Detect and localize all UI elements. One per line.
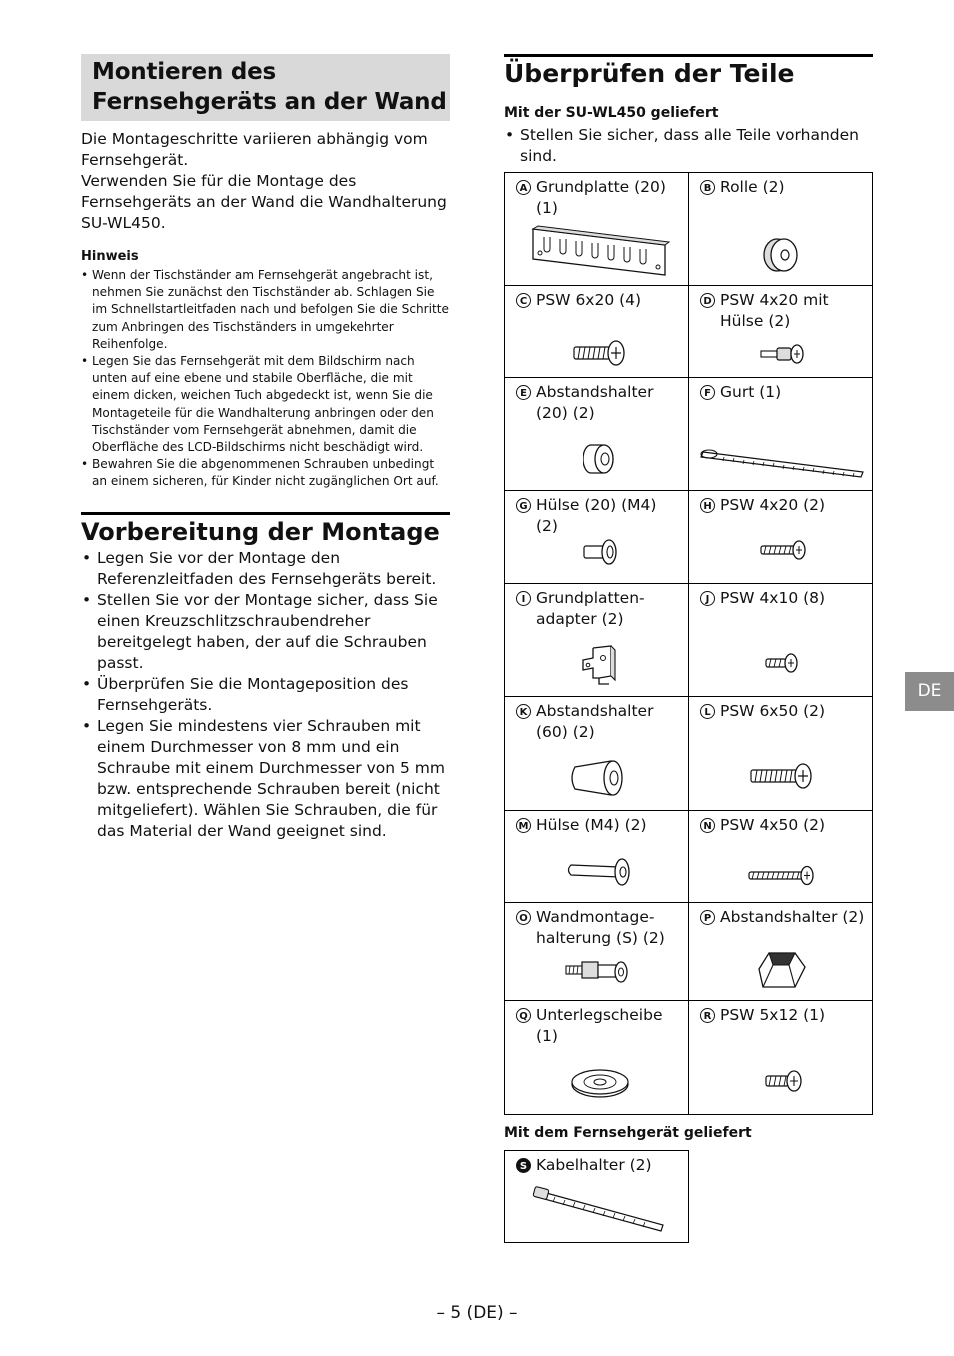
part-cell-b xyxy=(689,173,873,286)
part-label: Kabelhalter (2) xyxy=(536,1156,652,1174)
part-letter: E xyxy=(516,385,531,400)
part-letter: P xyxy=(700,910,715,925)
part-label: PSW 4x50 (2) xyxy=(720,816,826,834)
screw-6x20-icon xyxy=(572,338,630,368)
part-cell-g xyxy=(505,491,689,584)
washer-icon xyxy=(569,1067,631,1099)
part-letter: M xyxy=(516,818,531,833)
part-cell-n xyxy=(689,811,873,903)
section-title-check-parts: Überprüfen der Teile xyxy=(504,59,795,88)
section-title-wall-mount: Montieren des Fernsehgeräts an der Wand xyxy=(92,59,447,115)
preparation-item: • Legen Sie vor der Montage den Referenzleitfaden des Fernsehgeräts bereit. xyxy=(81,548,453,590)
spacer-block-icon xyxy=(755,947,809,993)
intro-paragraph-1: Die Montageschritte variieren abhängig vom Fernsehgerät. xyxy=(81,130,428,169)
part-cell-m xyxy=(505,811,689,903)
part-label: PSW 6x50 (2) xyxy=(720,702,826,720)
part-letter: G xyxy=(516,498,531,513)
intro-paragraph-2: Verwenden Sie für die Montage des Fernsehgeräts an der Wand die Wandhalterung SU-WL450. xyxy=(81,172,447,232)
part-label: PSW 5x12 (1) xyxy=(720,1006,826,1024)
screw-4x10-icon xyxy=(763,650,803,676)
part-label: Abstandshalter (60) (2) xyxy=(536,702,654,741)
section-title-box xyxy=(81,54,450,121)
part-letter: A xyxy=(516,180,531,195)
part-letter: I xyxy=(516,591,531,606)
part-letter: J xyxy=(700,591,715,606)
parts-table xyxy=(504,172,873,1115)
preparation-item: • Legen Sie mindestens vier Schrauben mit einem Durchmesser von 8 mm und ein Schraube mit einem Durchmesser von 5 mm bzw. entsprechende Schrauben bereit (nicht mitgeliefert). Wählen Sie Schrauben, die für das Material der Wand geeignet sind. xyxy=(81,716,453,842)
preparation-item: • Überprüfen Sie die Montageposition des Fernsehgeräts. xyxy=(81,674,453,716)
spacer-20-icon xyxy=(583,441,617,477)
preparation-list xyxy=(81,548,453,842)
base-plate-adapter-icon xyxy=(579,644,621,688)
part-cell-s xyxy=(505,1151,689,1243)
part-label: Abstandshalter (2) xyxy=(720,908,865,926)
roller-icon xyxy=(761,235,801,275)
part-cell-q xyxy=(505,1001,689,1115)
note-item: • Legen Sie das Fernsehgerät mit dem Bildschirm nach unten auf eine ebene und stabile Oberfläche, die mit einem dicken, weichen Tuch abgedeckt ist, wenn Sie die Montageteile für die Wandhalterung anbringen oder den Tischständer vom Fernsehgerät abnehmen, damit die Oberfläche des LCD-Bildschirms nicht beschädigt wird. xyxy=(81,353,453,456)
part-label: PSW 6x20 (4) xyxy=(536,291,642,309)
note-list xyxy=(81,267,453,491)
part-letter: C xyxy=(516,293,531,308)
part-letter: N xyxy=(700,818,715,833)
screw-with-sleeve-icon xyxy=(759,342,809,366)
preparation-item: • Stellen Sie vor der Montage sicher, dass Sie einen Kreuzschlitzschraubendreher bereitgelegt haben, der auf die Schrauben passt. xyxy=(81,590,453,674)
part-cell-j xyxy=(689,584,873,697)
supplied-bullet xyxy=(504,125,874,167)
part-cell-h xyxy=(689,491,873,584)
part-cell-r xyxy=(689,1001,873,1115)
part-letter: Q xyxy=(516,1008,531,1023)
language-tab: DE xyxy=(905,672,954,711)
base-plate-icon xyxy=(530,225,670,283)
part-label: Unterlegscheibe (1) xyxy=(536,1006,663,1045)
part-label: Wandmontage-halterung (S) (2) xyxy=(536,908,665,947)
bullet-dot: • xyxy=(505,126,515,144)
part-letter: S xyxy=(516,1158,531,1173)
section-rule xyxy=(81,512,450,515)
supplied-heading: Mit der SU-WL450 geliefert xyxy=(504,105,719,121)
note-heading: Hinweis xyxy=(81,249,139,264)
part-letter: L xyxy=(700,704,715,719)
belt-icon xyxy=(699,444,867,480)
part-label: Hülse (20) (M4) (2) xyxy=(536,496,657,535)
screw-4x20-icon xyxy=(759,537,811,563)
part-cell-o xyxy=(505,903,689,1001)
part-cell-d xyxy=(689,286,873,378)
supplied-bullet-text: Stellen Sie sicher, dass alle Teile vorhanden sind. xyxy=(520,126,859,165)
tv-parts-table xyxy=(504,1150,689,1243)
part-letter: D xyxy=(700,293,715,308)
part-cell-l xyxy=(689,697,873,811)
page-number: – 5 (DE) – xyxy=(436,1303,518,1323)
tv-supplied-heading: Mit dem Fernsehgerät geliefert xyxy=(504,1125,752,1141)
part-label: PSW 4x20 (2) xyxy=(720,496,826,514)
part-cell-e xyxy=(505,378,689,491)
part-label: PSW 4x20 mit Hülse (2) xyxy=(720,291,829,330)
sleeve-m4-icon xyxy=(565,855,633,889)
section-title-preparation: Vorbereitung der Montage xyxy=(81,518,440,546)
section-rule xyxy=(504,54,873,57)
part-letter: K xyxy=(516,704,531,719)
sleeve-20-icon xyxy=(581,537,621,567)
part-label: Gurt (1) xyxy=(720,383,782,401)
part-label: PSW 4x10 (8) xyxy=(720,589,826,607)
part-letter: H xyxy=(700,498,715,513)
part-cell-f xyxy=(689,378,873,491)
part-letter: R xyxy=(700,1008,715,1023)
part-cell-i xyxy=(505,584,689,697)
part-letter: O xyxy=(516,910,531,925)
part-label: Grundplatte (20) (1) xyxy=(536,178,666,217)
part-cell-p xyxy=(689,903,873,1001)
part-cell-a xyxy=(505,173,689,286)
screw-5x12-icon xyxy=(763,1067,807,1095)
note-item: • Bewahren Sie die abgenommenen Schrauben unbedingt an einem sicheren, für Kinder nicht zugänglichen Ort auf. xyxy=(81,456,453,490)
cable-tie-icon xyxy=(531,1185,667,1237)
part-label: Hülse (M4) (2) xyxy=(536,816,647,834)
spacer-60-icon xyxy=(567,757,627,799)
note-item: • Wenn der Tischständer am Fernsehgerät angebracht ist, nehmen Sie zunächst den Tischständer ab. Schlagen Sie im Schnellstartleitfaden nach und befolgen Sie die Schritte zum Anbringen des Tischständers in umgekehrter Reihenfolge. xyxy=(81,267,453,353)
intro-text xyxy=(81,129,451,234)
part-letter: B xyxy=(700,180,715,195)
screw-4x50-icon xyxy=(747,863,819,889)
screw-6x50-icon xyxy=(749,761,815,791)
part-cell-c xyxy=(505,286,689,378)
wall-mount-bracket-icon xyxy=(563,957,635,989)
part-label: Grundplatten-adapter (2) xyxy=(536,589,645,628)
part-cell-k xyxy=(505,697,689,811)
part-label: Rolle (2) xyxy=(720,178,785,196)
part-letter: F xyxy=(700,385,715,400)
part-label: Abstandshalter (20) (2) xyxy=(536,383,654,422)
